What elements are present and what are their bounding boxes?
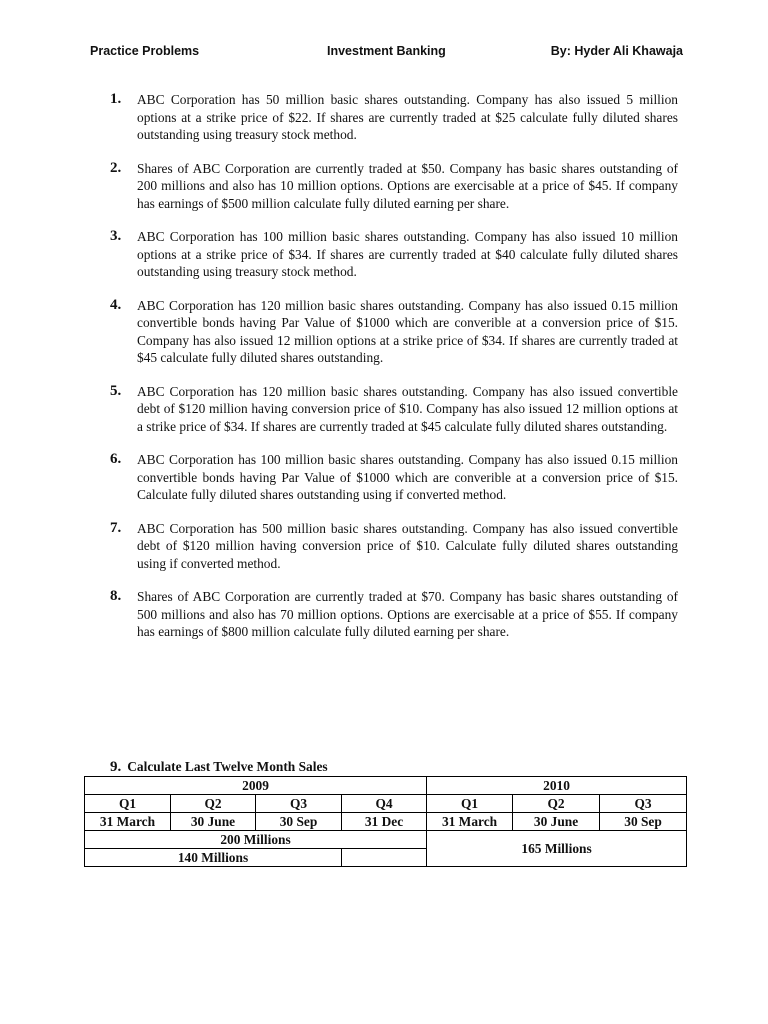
problem-text: ABC Corporation has 50 million basic shares outstanding. Company has also issued 5 million options at a strike price of $22. If shares are currently traded at $25 calculate fully diluted shares outstanding using treasury stock method. (137, 92, 678, 142)
table-row-dates (85, 813, 687, 831)
page-header (0, 44, 768, 64)
problem-number: 2. (110, 159, 122, 176)
problem-2 (110, 160, 678, 213)
problem-text: ABC Corporation has 100 million basic shares outstanding. Company has also issued 10 million options at a strike price of $34. If shares are currently traded at $40 calculate fully diluted shares outstanding using treasury stock method. (137, 229, 678, 279)
header-author: By: Hyder Ali Khawaja (550, 44, 683, 58)
problem-number: 6. (110, 451, 122, 467)
date-cell: 30 June (171, 813, 256, 831)
problem-number: 3. (110, 228, 122, 244)
sales-table (84, 776, 687, 867)
problem-number: 4. (110, 296, 122, 313)
date-cell: 30 Sep (256, 813, 342, 831)
sales-2009-full-cell: 200 Millions (85, 831, 427, 849)
quarter-cell: Q3 (600, 795, 687, 813)
date-cell: 30 Sep (600, 813, 687, 831)
table-row-years (85, 777, 687, 795)
problem-8 (110, 588, 678, 641)
table-row-quarters (85, 795, 687, 813)
date-cell: 30 June (513, 813, 600, 831)
problem-text: Shares of ABC Corporation are currently traded at $70. Company has basic shares outstanding of 500 millions and also has 70 million options. Options are exercisable at a price of $55. If company has earnings of $800 million calculate fully diluted earning per share. (137, 589, 678, 639)
quarter-cell: Q1 (427, 795, 513, 813)
empty-cell (342, 849, 427, 867)
problem-text: ABC Corporation has 120 million basic shares outstanding. Company has also issued convertible debt of $120 million having conversion price of $10. Company has also issued 12 million options at a strike price of $34. If shares are currently traded at $45 calculate fully diluted shares outstanding. (137, 383, 678, 434)
quarter-cell: Q4 (342, 795, 427, 813)
problem-number: 8. (110, 588, 122, 604)
quarter-cell: Q1 (85, 795, 171, 813)
sales-2009-partial-cell: 140 Millions (85, 849, 342, 867)
problem-7 (110, 520, 678, 573)
quarter-cell: Q2 (171, 795, 256, 813)
problem-text: Shares of ABC Corporation are currently traded at $50. Company has basic shares outstanding of 200 millions and also has 10 million options. Options are exercisable at a price of $45. If company has earnings of $500 million calculate fully diluted earning per share. (137, 160, 678, 211)
problem-3 (110, 228, 678, 281)
problem-list (110, 91, 678, 657)
problem-5 (110, 383, 678, 436)
problem-text: ABC Corporation has 100 million basic shares outstanding. Company has also issued 0.15 million convertible bonds having Par Value of $1000 which are converible at a conversion price of $15. Calculate fully diluted shares outstanding using if converted method. (137, 452, 678, 502)
problem-number: 7. (110, 519, 122, 536)
problem-text: ABC Corporation has 500 million basic shares outstanding. Company has also issued convertible debt of $120 million having conversion price of $10. Calculate fully diluted shares outstanding using if converted method. (137, 520, 678, 571)
problem-9-heading (110, 758, 328, 776)
problem-number: 1. (110, 91, 122, 107)
problem-1 (110, 91, 678, 144)
sales-2010-partial-cell: 165 Millions (427, 831, 687, 867)
problem-number: 9. (110, 759, 122, 775)
quarter-cell: Q2 (513, 795, 600, 813)
year-2009-header: 2009 (85, 777, 427, 795)
date-cell: 31 March (427, 813, 513, 831)
date-cell: 31 Dec (342, 813, 427, 831)
problem-4 (110, 297, 678, 367)
quarter-cell: Q3 (256, 795, 342, 813)
problem-9-title: Calculate Last Twelve Month Sales (127, 759, 328, 774)
date-cell: 31 March (85, 813, 171, 831)
problem-text: ABC Corporation has 120 million basic shares outstanding. Company has also issued 0.15 million convertible bonds having Par Value of $1000 which are converible at a conversion price of $15. Company has also issued 12 million options at a strike price of $34. If shares are currently traded at $45 calculate fully diluted shares outstanding. (137, 297, 678, 365)
problem-number: 5. (110, 382, 122, 399)
table-row-sales-full (85, 831, 687, 849)
problem-6 (110, 451, 678, 504)
header-left-title: Practice Problems (90, 44, 200, 58)
year-2010-header: 2010 (427, 777, 687, 795)
header-center-title: Investment Banking (327, 44, 446, 58)
